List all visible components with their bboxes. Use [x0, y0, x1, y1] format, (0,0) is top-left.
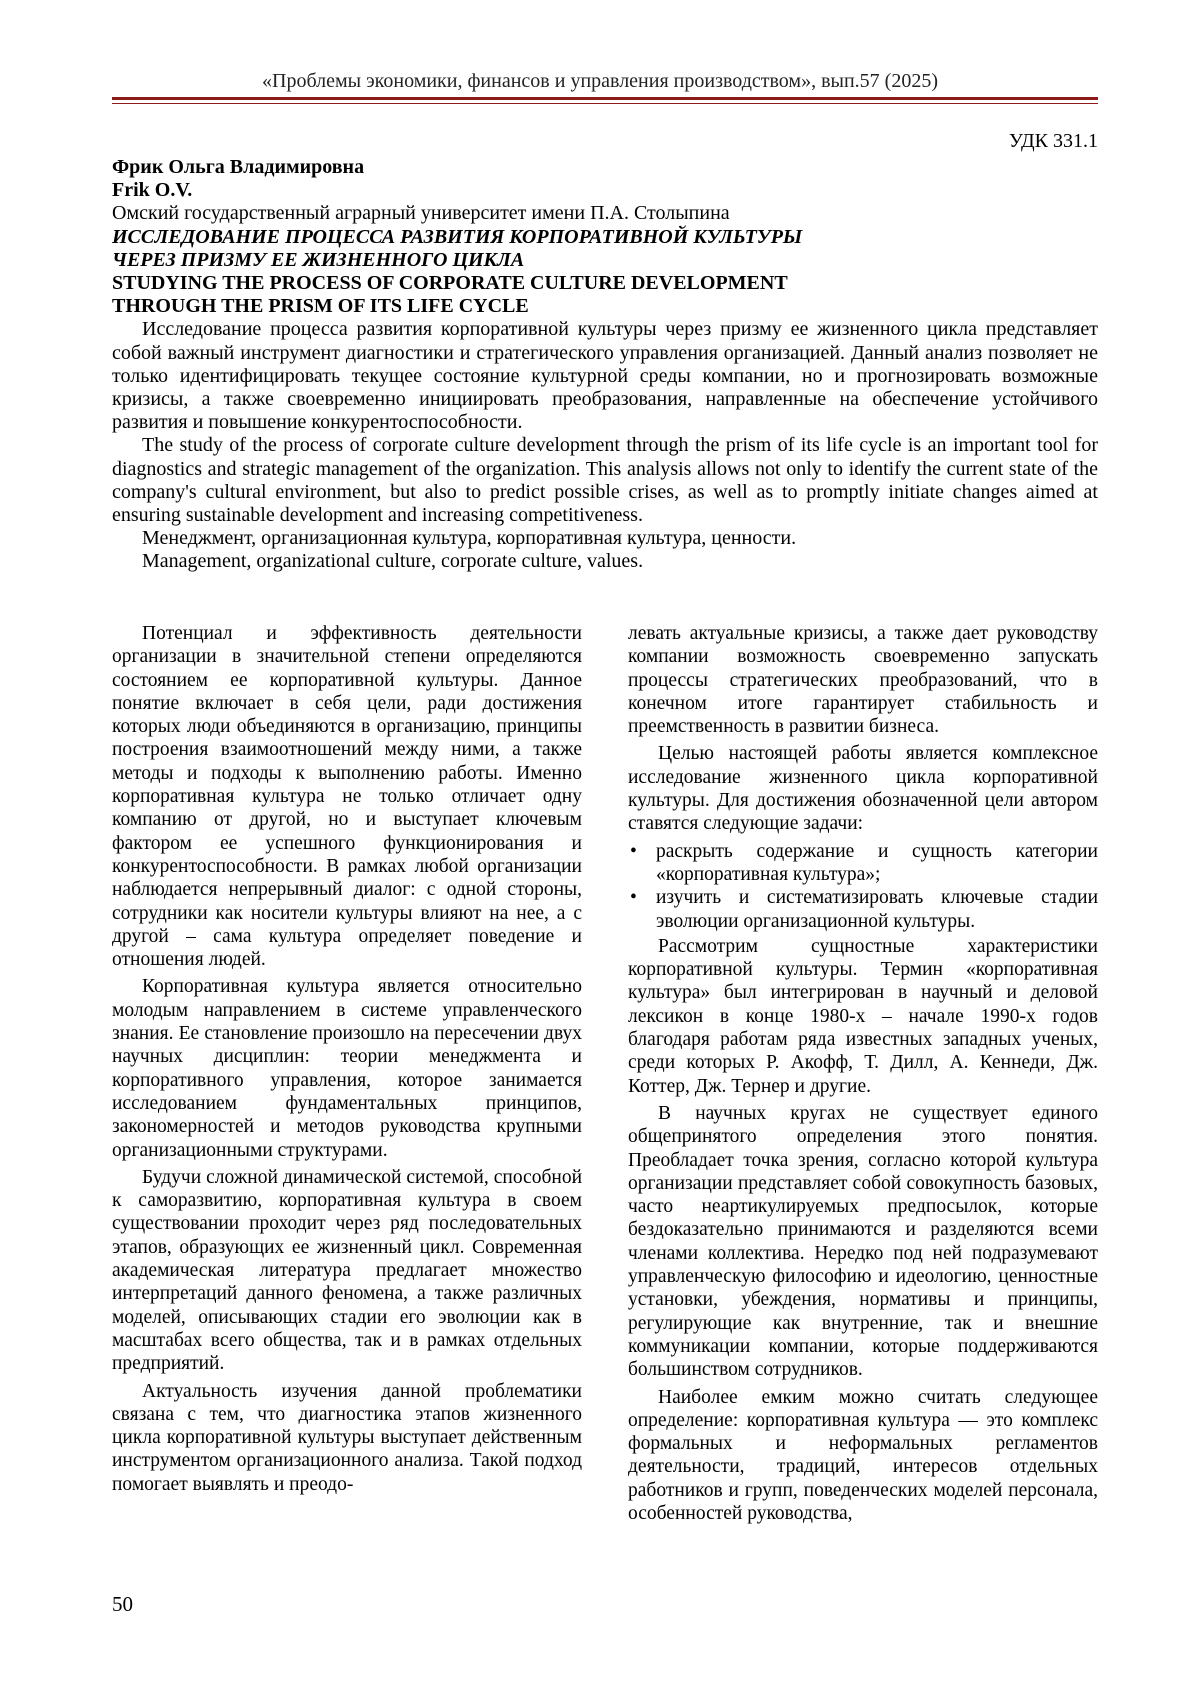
body-columns [112, 622, 1098, 1529]
task-text: изучить и систематизировать ключевые стадии эволюции организационной культуры. [656, 887, 1098, 932]
affiliation: Омский государственный аграрный университет имени П.А. Столыпина [112, 202, 730, 225]
author-name-ru: Фрик Ольга Владимировна [112, 156, 365, 178]
keywords-ru: Менеджмент, организационная культура, корпоративная культура, ценности. [142, 527, 797, 550]
task-list-item [628, 840, 1098, 887]
udc-code: УДК 331.1 [1008, 130, 1098, 152]
header-rule-thin [112, 103, 1098, 104]
journal-header: «Проблемы экономики, финансов и управления производством», вып.57 (2025) [262, 70, 938, 92]
body-paragraph-goal: Целью настоящей работы является комплексное исследование жизненного цикла корпоративной культуры. Для достижения обозначенной цели автором ставятся следующие задачи: [628, 743, 1098, 835]
title-ru-line2: ЧЕРЕЗ ПРИЗМУ ЕЕ ЖИЗНЕННОГО ЦИКЛА [112, 248, 525, 271]
author-name-en: Frik O.V. [112, 179, 193, 202]
article-front-matter [112, 156, 1098, 574]
header-rule [112, 97, 1098, 100]
right-column [628, 622, 1098, 1529]
title-en-line1: STUDYING THE PROCESS OF CORPORATE CULTURE DEVELOPMENT [112, 272, 788, 295]
task-list [628, 840, 1098, 933]
body-paragraph: Будучи сложной динамической системой, способной к саморазвитию, корпоративная культура в своем существовании проходит через ряд последовательных этапов, образующих ее жизненный цикл. Современная академическая литература предлагает множество интерпретаций данного феномена, а также различных моделей, описывающих стадии его эволюции как в масштабах всего общества, так и в рамках отдельных предприятий. [112, 1166, 582, 1375]
body-paragraph: Рассмотрим сущностные характеристики корпоративной культуры. Термин «корпоративная культура» был интегрирован в научный и деловой лексикон в конце 1980-х – начале 1990-х годов благодаря работам ряда известных западных ученых, среди которых Р. Акофф, Т. Дилл, А. Кеннеди, Дж. Коттер, Дж. Тернер и другие. [628, 935, 1098, 1097]
body-paragraph: Потенциал и эффективность деятельности организации в значительной степени определяются состоянием ее корпоративной культуры. Данное понятие включает в себя цели, ради достижения которых люди объединяются в организацию, принципы построения взаимоотношений между ними, а также методы и подходы к выполнению работы. Именно корпоративная культура не только отличает одну компанию от другой, но и выступает ключевым фактором ее успешного функционирования и конкурентоспособности. В рамках любой организации наблюдается непрерывный диалог: с одной стороны, сотрудники как носители культуры влияют на нее, а с другой – сама культура определяет поведение и отношения людей. [112, 623, 582, 971]
body-paragraph: Актуальность изучения данной проблематики связана с тем, что диагностика этапов жизненного цикла корпоративной культуры выступает действенным инструментом организационного анализа. Такой подход помогает выявлять и преодо- [112, 1380, 582, 1495]
keywords-en: Management, organizational culture, corporate culture, values. [142, 550, 644, 573]
title-ru-line1: ИССЛЕДОВАНИЕ ПРОЦЕССА РАЗВИТИЯ КОРПОРАТИВНОЙ КУЛЬТУРЫ [112, 225, 803, 248]
body-paragraph: Наиболее емким можно считать следующее определение: корпоративная культура — это комплекс формальных и неформальных регламентов деятельности, традиций, интересов отдельных работников и групп, поведенческих моделей персонала, особенностей руководства, [628, 1386, 1098, 1524]
bullet-icon: • [630, 840, 637, 862]
task-text: раскрыть содержание и сущность категории «корпоративная культура»; [656, 840, 1098, 885]
page-number: 50 [112, 1592, 133, 1616]
left-column [112, 622, 582, 1529]
title-en-line2: THROUGH THE PRISM OF ITS LIFE CYCLE [112, 295, 529, 318]
body-paragraph-continuation: левать актуальные кризисы, а также дает руководству компании возможность своевременно запускать процессы стратегических преобразований, что в конечном итоге гарантирует стабильность и преемственность в развитии бизнеса. [628, 623, 1098, 738]
bullet-icon: • [630, 887, 637, 909]
abstract-ru: Исследование процесса развития корпоративной культуры через призму ее жизненного цикла представляет собой важный инструмент диагностики и стратегического управления организацией. Данный анализ позволяет не только идентифицировать текущее состояние культурной среды компании, но и прогнозировать возможные кризисы, а также своевременно инициировать преобразования, направленные на обеспечение устойчивого развития и повышение конкурентоспособности. [112, 318, 1098, 434]
body-paragraph: Корпоративная культура является относительно молодым направлением в системе управленческого знания. Ее становление произошло на пересечении двух научных дисциплин: теории менеджмента и корпоративного управления, которое занимается исследованием фундаментальных принципов, закономерностей и методов руководства крупными организационными структурами. [112, 976, 582, 1161]
abstract-en: The study of the process of corporate culture development through the prism of its life cycle is an important tool for diagnostics and strategic management of the organization. This analysis allows not only to identify the current state of the company's cultural environment, but also to predict possible crises, as well as to promptly initiate changes aimed at ensuring sustainable development and increasing competitiveness. [112, 434, 1098, 527]
task-list-item [628, 886, 1098, 933]
body-paragraph: В научных кругах не существует единого общепринятого определения этого понятия. Преобладает точка зрения, согласно которой культура организации представляет собой совокупность базовых, часто неартикулируемых предпосылок, которые бездоказательно принимаются и разделяются всеми членами коллектива. Нередко под ней подразумевают управленческую философию и идеологию, ценностные установки, убеждения, нормативы и принципы, регулирующие как внутренние, так и внешние коммуникации компании, которые поддерживаются большинством сотрудников. [628, 1102, 1098, 1381]
